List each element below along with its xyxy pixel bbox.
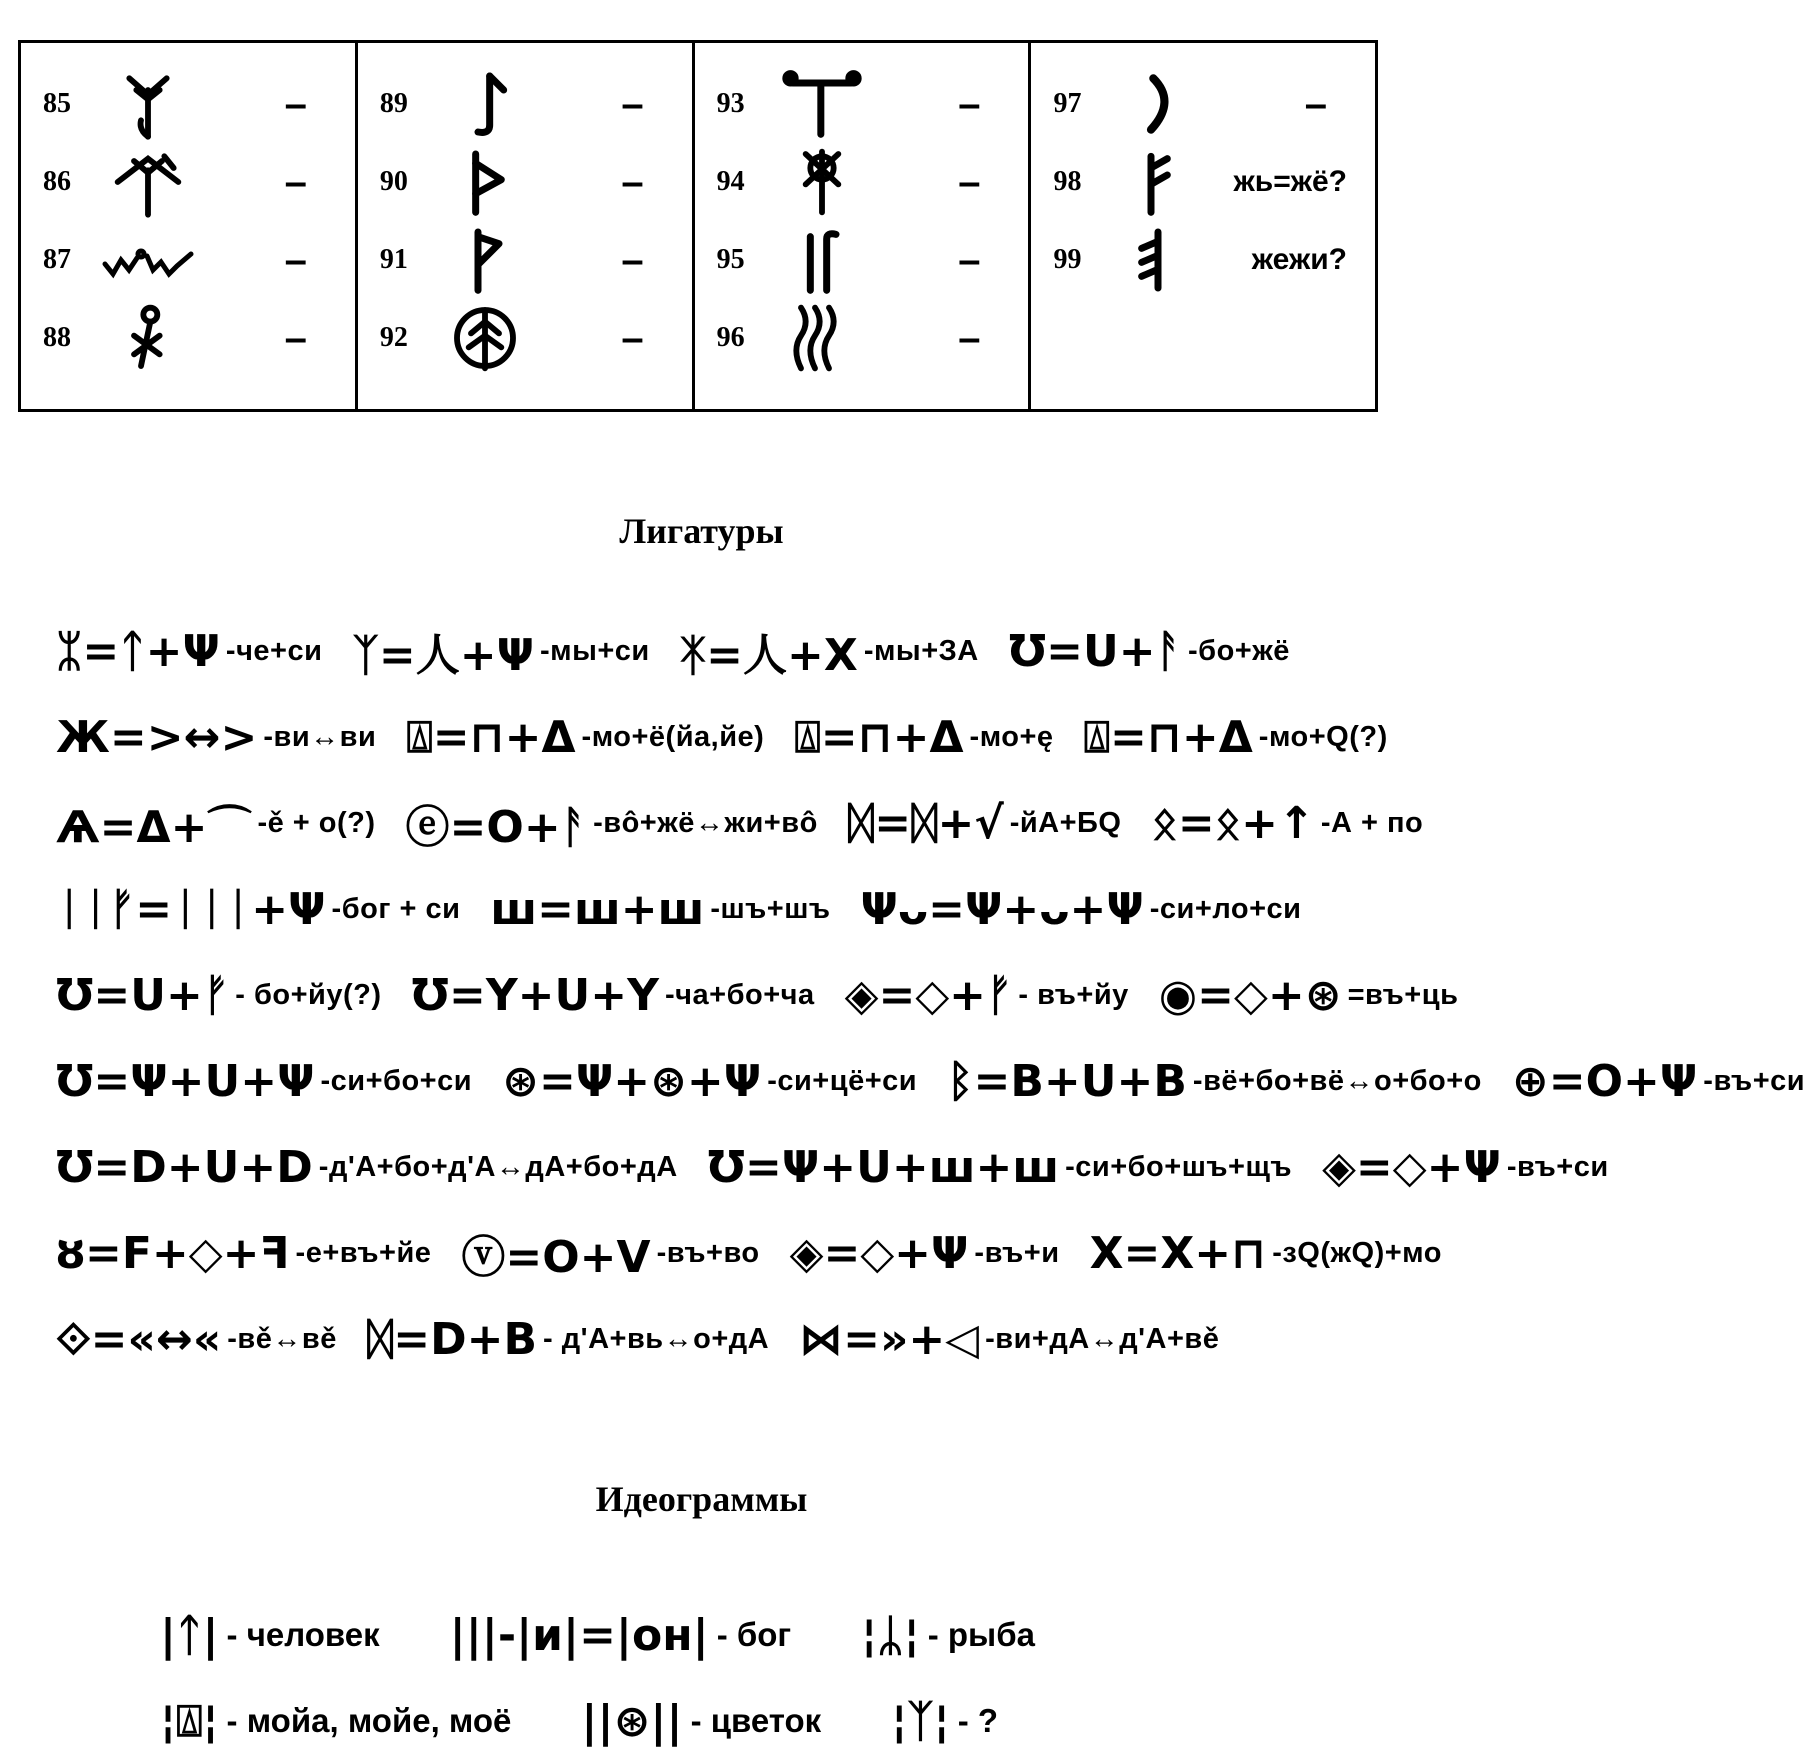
ligature-reading: -мы+ЗА: [863, 634, 979, 667]
ligature-item: [56, 712, 376, 763]
ideogram-item: [160, 1610, 380, 1661]
ligature-item: [56, 1142, 678, 1193]
ligature-item: [406, 791, 818, 855]
flag-glyph: [440, 147, 560, 217]
ligature-glyph: ⟐=«↔«: [56, 1313, 222, 1365]
ligature-reading: -ви+дА↔д'А+вě: [985, 1322, 1220, 1355]
ligature-item: [56, 791, 376, 855]
ideogram-item: [581, 1696, 821, 1747]
sign-column-3: [695, 43, 1032, 409]
ligature-reading: -мо+Q(?): [1258, 720, 1388, 753]
ligature-item: [1512, 1056, 1805, 1107]
sign-number: 93: [716, 88, 745, 119]
winged-figure-glyph: [103, 147, 223, 217]
sign-number: 95: [716, 244, 745, 275]
ligature-glyph: Ʊ=U+ᚠ: [56, 969, 230, 1021]
ligature-glyph: ⊛=Ψ+⊛+Ψ: [502, 1055, 762, 1107]
ideogram-line: [160, 1592, 1340, 1678]
sign-number: 94: [716, 166, 745, 197]
sign-column-1: [21, 43, 358, 409]
ideogram-item: [891, 1696, 998, 1747]
ligature-reading: -вô+жё↔жи+вô: [593, 806, 818, 839]
ligature-line: [56, 1038, 1805, 1124]
sign-value: –: [1304, 81, 1327, 126]
ligature-reading: -въ+си: [1506, 1150, 1609, 1183]
crescent-glyph: [1113, 69, 1233, 139]
ligature-item: [56, 1056, 472, 1107]
ligature-line: [56, 1124, 1609, 1210]
ligature-reading: -си+ло+си: [1149, 892, 1302, 925]
ligature-line: [56, 694, 1396, 780]
sign-row: [717, 143, 1011, 221]
ligature-reading: -бог + си: [331, 892, 461, 925]
sign-value: –: [284, 81, 307, 126]
sign-number: 90: [379, 166, 408, 197]
ligatures-title: Лигатуры: [619, 511, 784, 551]
ligature-item: [848, 798, 1122, 849]
ligature-item: [1090, 1228, 1442, 1279]
sign-value: –: [958, 315, 981, 360]
ligature-reading: -ча+бо+ча: [665, 978, 815, 1011]
sign-column-2: [358, 43, 695, 409]
ideogram-line: [160, 1678, 1340, 1764]
ligature-item: [1159, 970, 1459, 1021]
ideogram-item: [160, 1696, 511, 1747]
ligature-reading: - д'А+вь↔о+дА: [543, 1322, 770, 1355]
ligature-item: [56, 970, 382, 1021]
ligature-line: [56, 866, 1396, 952]
loop-cross-glyph: [103, 303, 223, 373]
ligature-glyph: Ψᴗ=Ψ+ᴗ+Ψ: [860, 883, 1144, 935]
ligature-glyph: ȣ=F+◇+ꟻ: [56, 1227, 290, 1279]
ligature-item: [56, 884, 460, 935]
ligature-glyph: X=X+⊓: [1089, 1227, 1267, 1279]
ligature-glyph: ⋈=»+◁: [799, 1313, 980, 1365]
ligature-item: [790, 1228, 1060, 1279]
ligature-glyph: Ʊ=D+U+D: [56, 1141, 313, 1193]
sign-row: [380, 143, 674, 221]
ligature-line: [56, 780, 1424, 866]
ligature-reading: -бо+жё: [1188, 634, 1290, 667]
ligature-glyph: ᛞ=D+B: [366, 1313, 538, 1365]
ligature-item: [947, 1056, 1482, 1107]
ligature-glyph: ᛡ=人+X: [679, 630, 858, 681]
ideogram-meaning: - рыба: [927, 1616, 1035, 1653]
sign-value: жь=жё?: [1233, 165, 1347, 198]
ligature-glyph: ⓥ=O+V: [461, 1232, 651, 1283]
slant-flag-glyph: [440, 225, 560, 295]
ligature-item: [708, 1142, 1292, 1193]
ideogram-item: [450, 1610, 792, 1661]
ligature-item: [1084, 712, 1388, 763]
ligature-reading: -въ+и: [974, 1236, 1060, 1269]
sign-value: –: [621, 159, 644, 204]
ideogram-meaning: - человек: [226, 1616, 380, 1653]
ligature-glyph: ⍍=⊓+Δ: [406, 711, 576, 763]
ligature-glyph: ⓔ=O+ᚨ: [405, 802, 588, 853]
ideograms-title: Идеограммы: [595, 1479, 808, 1519]
ligature-glyph: ⍍=⊓+Δ: [794, 711, 964, 763]
ligature-reading: -мы+си: [539, 634, 650, 667]
sign-number: 97: [1053, 88, 1082, 119]
serpent-chain-glyph: [103, 225, 223, 295]
sign-row: [43, 221, 337, 299]
sign-table: [18, 40, 1378, 412]
ligature-item: [490, 884, 830, 935]
ligature-item: [502, 1056, 917, 1107]
sign-row: [380, 221, 674, 299]
ligature-reading: -мо+ę: [969, 720, 1054, 753]
sign-column-4: [1031, 43, 1375, 409]
ligature-reading: - бо+йу(?): [235, 978, 382, 1011]
sign-number: 91: [379, 244, 408, 275]
sign-number: 99: [1053, 244, 1082, 275]
sign-number: 92: [379, 322, 408, 353]
ligature-reading: -въ+во: [656, 1236, 760, 1269]
ligature-reading: -е+въ+йе: [295, 1236, 432, 1269]
double-bar-hook-glyph: [777, 225, 897, 295]
three-branch-glyph: [1113, 225, 1233, 295]
ligature-glyph: ᛁᛁᚠ=ᛁᛁᛁ+Ψ: [56, 883, 326, 935]
sign-row: [43, 299, 337, 377]
ligature-reading: -ви↔ви: [263, 720, 377, 753]
ligature-glyph: ᛞ=ᛞ+√: [847, 797, 1004, 849]
ligature-item: [461, 1221, 759, 1285]
ligature-item: [1009, 626, 1290, 677]
ligature-glyph: ◉=◇+⊛: [1158, 969, 1342, 1021]
sign-number: 89: [379, 88, 408, 119]
ligature-glyph: ᛉ=人+Ψ: [352, 630, 534, 681]
ideogram-glyph: |ᛏ|: [160, 1609, 219, 1661]
ligature-reading: - въ+йу: [1018, 978, 1129, 1011]
ideogram-glyph: ||⊛||: [581, 1695, 683, 1747]
ligature-glyph: ᛯ=ᛏ+Ψ: [56, 625, 220, 677]
ligature-reading: -ě + о(?): [257, 806, 376, 839]
sign-row: [1053, 65, 1357, 143]
sign-number: 85: [43, 88, 71, 119]
ligature-reading: -си+цё+си: [767, 1064, 918, 1097]
fork-tree-glyph: [103, 69, 223, 139]
ligature-item: [412, 970, 815, 1021]
ideograms-list: [160, 1592, 1340, 1764]
ligature-item: [861, 884, 1302, 935]
ligature-item: [1322, 1142, 1609, 1193]
sign-number: 98: [1053, 166, 1082, 197]
ligature-item: [680, 619, 979, 683]
ligature-reading: -д'А+бо+д'А↔дА+бо+дА: [318, 1150, 678, 1183]
ligature-reading: =въ+ць: [1347, 978, 1459, 1011]
ligature-line: [56, 1210, 1442, 1296]
ligature-reading: -зQ(жQ)+мо: [1272, 1236, 1442, 1269]
two-branch-glyph: [1113, 147, 1233, 217]
ligature-item: [367, 1314, 769, 1365]
ligature-item: [406, 712, 764, 763]
ligature-reading: -си+бо+си: [320, 1064, 473, 1097]
ligature-glyph: Ʊ=Ψ+U+ш+ш: [707, 1141, 1060, 1193]
ligature-glyph: ⊕=O+Ψ: [1511, 1055, 1698, 1107]
ligature-line: [56, 1296, 1396, 1382]
ligature-item: [352, 619, 649, 683]
ideogram-glyph: |||-|и|=|он|: [449, 1609, 709, 1661]
sign-row: [1053, 143, 1357, 221]
sign-value: –: [958, 159, 981, 204]
ligature-line: [56, 608, 1396, 694]
ligature-line: [56, 952, 1459, 1038]
sign-value: –: [958, 81, 981, 126]
sign-row: [43, 65, 337, 143]
sign-number: 87: [43, 244, 71, 275]
ideogram-meaning: - ?: [957, 1702, 999, 1739]
ligature-item: [799, 1314, 1219, 1365]
sign-row: [380, 299, 674, 377]
ideogram-meaning: - цветок: [690, 1702, 822, 1739]
ligature-item: [845, 970, 1129, 1021]
ligature-reading: -шъ+шъ: [710, 892, 831, 925]
ligature-glyph: Ж=>↔>: [56, 711, 258, 763]
ligature-glyph: ◈=◇+Ψ: [789, 1227, 969, 1279]
ligature-item: [56, 1314, 337, 1365]
sign-value: –: [621, 237, 644, 282]
ligature-glyph: Ʊ=Ψ+U+Ψ: [56, 1055, 315, 1107]
ligature-reading: -че+си: [225, 634, 323, 667]
t-beads-glyph: [777, 69, 897, 139]
sign-value: –: [621, 315, 644, 360]
ideogram-item: [861, 1610, 1035, 1661]
ligature-reading: -йА+БQ: [1009, 806, 1122, 839]
ligature-item: [794, 712, 1053, 763]
tree-circle-glyph: [440, 303, 560, 373]
ligature-glyph: Ʊ=U+ᚨ: [1008, 625, 1183, 677]
ligature-glyph: Ѧ=Δ+⌒: [56, 802, 252, 853]
sign-value: –: [284, 315, 307, 360]
ligature-item: [1151, 798, 1423, 849]
sign-value: –: [284, 237, 307, 282]
sign-row: [380, 65, 674, 143]
hook-glyph: [440, 69, 560, 139]
ligature-item: [56, 626, 322, 677]
ideogram-meaning: - мойа, мойе, моё: [226, 1702, 512, 1739]
flower-stem-glyph: [777, 147, 897, 217]
ligature-reading: -въ+си: [1703, 1064, 1805, 1097]
sign-value: –: [284, 159, 307, 204]
sign-value: –: [958, 237, 981, 282]
ideogram-glyph: ¦⍍¦: [160, 1695, 219, 1747]
ligature-glyph: ш=ш+ш: [490, 883, 705, 935]
ligature-glyph: ᛒ=B+U+B: [947, 1055, 1187, 1107]
ligature-reading: -мо+ё(йа,йе): [581, 720, 765, 753]
ligature-glyph: ◈=◇+ᚠ: [844, 969, 1013, 1021]
ligature-reading: -вё+бо+вё↔о+бо+о: [1192, 1064, 1482, 1097]
sign-number: 96: [716, 322, 745, 353]
sign-value: жежи?: [1251, 243, 1347, 276]
ligature-glyph: Ʊ=Y+U+Y: [411, 969, 660, 1021]
sign-number: 88: [43, 322, 71, 353]
sign-row: [717, 65, 1011, 143]
ligature-glyph: ◈=◇+Ψ: [1322, 1141, 1501, 1193]
triple-wave-glyph: [777, 303, 897, 373]
ligature-reading: -си+бо+шъ+щъ: [1065, 1150, 1293, 1183]
ligature-glyph: ᛟ=ᛟ+↑: [1151, 797, 1315, 849]
sign-number: 86: [43, 166, 71, 197]
ligature-reading: -А + по: [1320, 806, 1424, 839]
sign-row: [43, 143, 337, 221]
ligatures-list: [56, 608, 1805, 1382]
ligature-item: [56, 1228, 431, 1279]
ideogram-glyph: ¦ᛉ¦: [891, 1695, 950, 1747]
sign-row: [717, 221, 1011, 299]
ligature-glyph: ⍍=⊓+Δ: [1083, 711, 1253, 763]
sign-row: [1053, 221, 1357, 299]
sign-value: –: [621, 81, 644, 126]
ideogram-glyph: ¦ᛦ¦: [861, 1609, 920, 1661]
sign-row: [717, 299, 1011, 377]
ligature-reading: -вě↔вě: [227, 1322, 337, 1355]
ideogram-meaning: - бог: [716, 1616, 792, 1653]
